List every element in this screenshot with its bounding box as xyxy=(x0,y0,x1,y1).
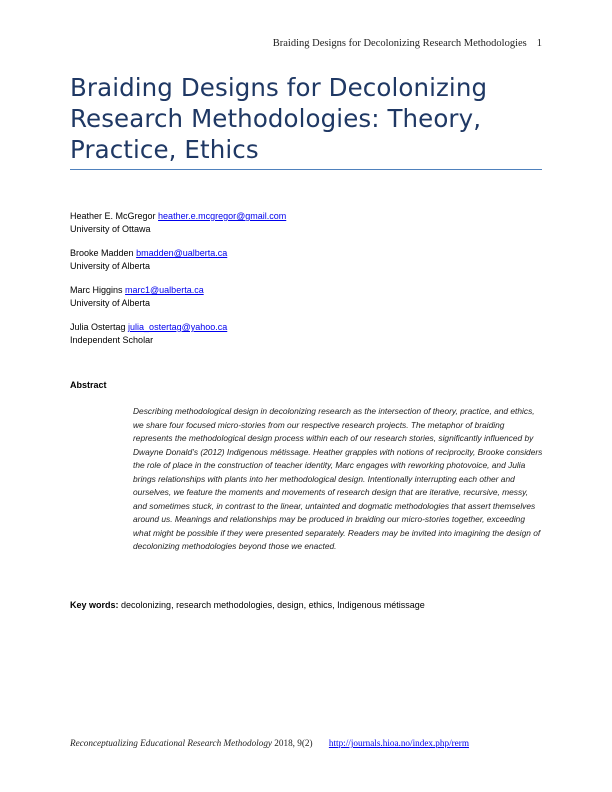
title-line-1: Braiding Designs for Decolonizing xyxy=(70,73,488,102)
footer-citation: 2018, 9(2) xyxy=(274,738,313,748)
author-2 xyxy=(70,247,540,273)
author-email-link[interactable]: marc1@ualberta.ca xyxy=(125,285,204,295)
page-number: 1 xyxy=(536,38,542,49)
author-3 xyxy=(70,284,540,310)
author-1 xyxy=(70,210,540,236)
author-name: Julia Ostertag xyxy=(70,322,126,332)
keywords-text: decolonizing, research methodologies, design, ethics, Indigenous métissage xyxy=(121,600,425,610)
author-name: Brooke Madden xyxy=(70,248,134,258)
keywords-label: Key words: xyxy=(70,600,119,610)
running-head xyxy=(273,38,542,49)
author-affiliation: University of Ottawa xyxy=(70,224,151,234)
author-affiliation: Independent Scholar xyxy=(70,335,154,345)
author-email-link[interactable]: julia_ostertag@yahoo.ca xyxy=(128,322,228,332)
author-affiliation: University of Alberta xyxy=(70,298,151,308)
author-list xyxy=(70,210,540,358)
paper-title xyxy=(70,72,550,165)
footer-journal-link[interactable]: http://journals.hioa.no/index.php/rerm xyxy=(328,738,469,748)
author-name: Heather E. McGregor xyxy=(70,211,156,221)
keywords xyxy=(70,600,550,610)
author-name: Marc Higgins xyxy=(70,285,123,295)
abstract-text: Describing methodological design in decolonizing research as the intersection of theory, practice, and ethics, we share four focused micro-stories from our respective research projects. The metaphor of braiding represents the methodological design process within each of our research stories, significantly influenced by Dwayne Donald’s (2012) Indigenous métissage. Heather grapples with notions of reciprocity, Brooke considers the role of place in the construction of teacher identity, Marc engages with reworking photovoice, and Julia brings relationships with plants into her methodological design. Intentionally interrupting each other and ourselves, we feature the moments and movements of research design that are iterative, recursive, messy, and sometimes stuck, in contrast to the linear, untainted and dogmatic methodologies that assert themselves around us. Meanings and relationships may be produced in braiding our micro-stories together, exceeding what might be possible if they were presented separately. Readers may be invited into imagining the design of decolonizing methodologies beyond those we enacted. xyxy=(133,406,543,551)
author-email-link[interactable]: bmadden@ualberta.ca xyxy=(136,248,228,258)
title-line-3: Practice, Ethics xyxy=(70,135,259,164)
title-divider xyxy=(70,169,542,170)
author-email-link[interactable]: heather.e.mcgregor@gmail.com xyxy=(158,211,287,221)
footer-journal: Reconceptualizing Educational Research Methodology xyxy=(70,738,272,748)
author-affiliation: University of Alberta xyxy=(70,261,151,271)
title-line-2: Research Methodologies: Theory, xyxy=(70,104,482,133)
abstract-heading: Abstract xyxy=(70,380,107,390)
running-head-title: Braiding Designs for Decolonizing Research Methodologies xyxy=(272,38,527,49)
page-footer xyxy=(70,738,550,748)
author-4 xyxy=(70,321,540,347)
